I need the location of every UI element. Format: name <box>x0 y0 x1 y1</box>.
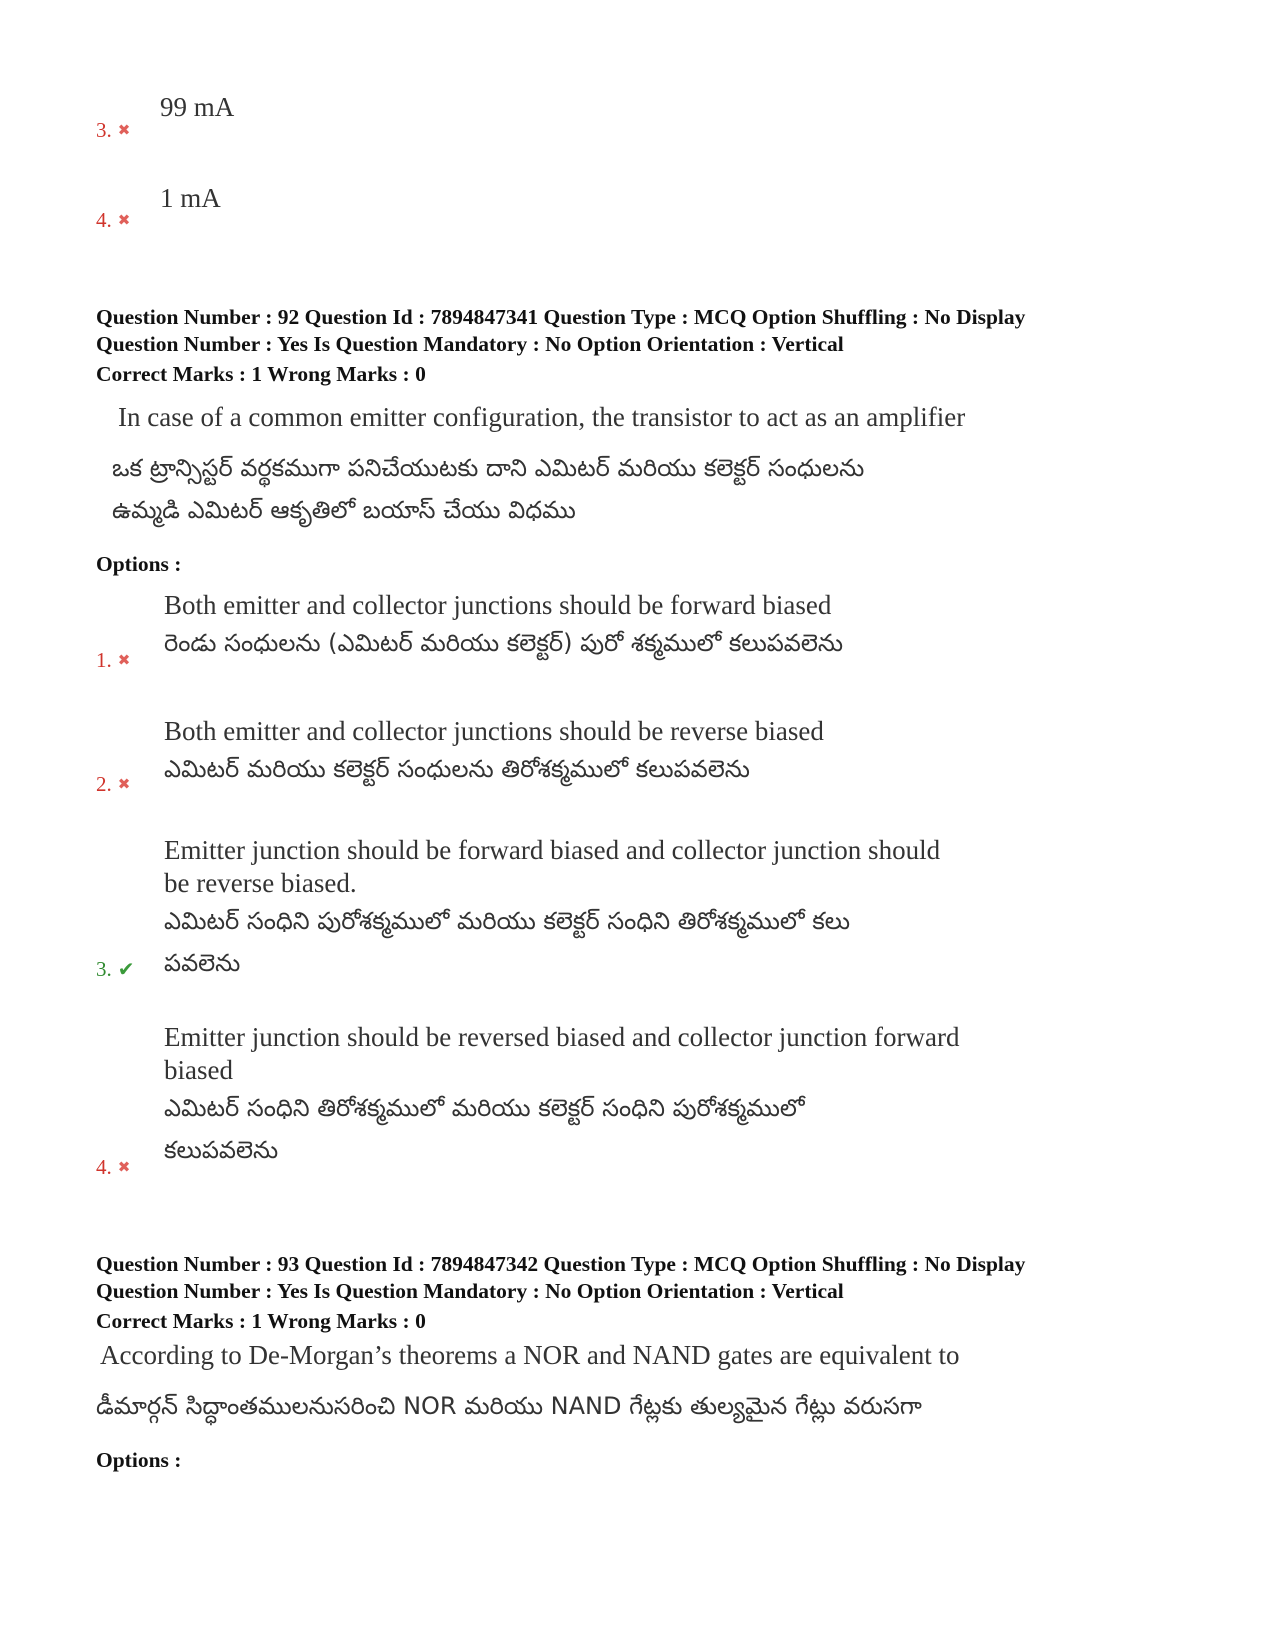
q93-meta-line2: Question Number : Yes Is Question Mandatory : No Option Orientation : Vertical <box>96 1279 844 1303</box>
q92-option-2-number <box>96 772 130 797</box>
q92-option-3-te-2: పవలెను <box>164 949 241 977</box>
wrong-mark-icon: ✖ <box>117 775 131 793</box>
q92-option-3-number <box>96 957 135 982</box>
prev-option-4-label: 4. <box>96 208 112 232</box>
q92-option-4-en-1: Emitter junction should be reversed biased and collector junction forward <box>164 1022 960 1052</box>
wrong-mark-icon: ✖ <box>117 211 131 229</box>
q92-option-1-en: Both emitter and collector junctions should be forward biased <box>164 590 832 620</box>
correct-check-icon: ✔ <box>117 957 135 981</box>
q92-option-3-label: 3. <box>96 957 112 981</box>
q92-option-3-content <box>164 834 940 984</box>
q93-question-text-te: డీమార్గన్ సిద్ధాంతములనుసరించి NOR మరియు NAND గేట్లకు తుల్యమైన గేట్లు వరుసగా <box>96 1392 922 1420</box>
q92-question-text-te-2: ఉమ్మడి ఎమిటర్ ఆకృతిలో బయాస్ చేయు విధము <box>112 496 576 524</box>
wrong-mark-icon: ✖ <box>117 651 131 669</box>
q92-option-1-te: రెండు సంధులను (ఎమిటర్ మరియు కలెక్టర్) పురో శక్మములో కలుపవలెను <box>164 629 844 657</box>
q92-option-4-number <box>96 1155 130 1180</box>
wrong-mark-icon: ✖ <box>117 121 131 139</box>
q92-option-2-en: Both emitter and collector junctions should be reverse biased <box>164 716 824 746</box>
q92-option-2-label: 2. <box>96 772 112 796</box>
q92-option-4-te-2: కలుపవలెను <box>164 1136 279 1164</box>
q92-options-label: Options : <box>96 552 182 576</box>
q92-option-1-label: 1. <box>96 648 112 672</box>
prev-option-3-label: 3. <box>96 118 112 142</box>
q92-option-3-en-1: Emitter junction should be forward biased and collector junction should <box>164 835 941 865</box>
q93-marks: Correct Marks : 1 Wrong Marks : 0 <box>96 1309 426 1333</box>
q92-meta <box>96 304 1025 358</box>
q92-meta-line2: Question Number : Yes Is Question Mandatory : No Option Orientation : Vertical <box>96 332 844 356</box>
prev-option-3-number <box>96 118 130 143</box>
prev-option-4-number <box>96 208 130 233</box>
q92-marks: Correct Marks : 1 Wrong Marks : 0 <box>96 362 426 386</box>
q92-option-4-content <box>164 1021 960 1171</box>
q92-option-4-label: 4. <box>96 1155 112 1179</box>
wrong-mark-icon: ✖ <box>117 1158 131 1176</box>
q92-option-2-te: ఎమిటర్ మరియు కలెక్టర్ సంధులను తిరోశక్మములో కలుపవలెను <box>164 755 750 783</box>
prev-option-3-text: 99 mA <box>160 92 235 122</box>
q92-option-3-en-2: be reverse biased. <box>164 868 357 898</box>
q92-question-text-te-1: ఒక ట్రాన్సిస్టర్ వర్థకముగా పనిచేయుటకు దాని ఎమిటర్ మరియు కలెక్టర్ సంధులను <box>112 454 865 482</box>
q92-option-2-content <box>164 715 824 790</box>
q92-option-1-content <box>164 589 843 664</box>
q92-option-3-te-1: ఎమిటర్ సంధిని పురోశక్మములో మరియు కలెక్టర్ సంధిని తిరోశక్మములో కలు <box>164 907 851 935</box>
q93-question-text-en: According to De-Morgan’s theorems a NOR and NAND gates are equivalent to <box>100 1340 960 1370</box>
q93-options-label: Options : <box>96 1448 182 1472</box>
q92-option-4-te-1: ఎమిటర్ సంధిని తిరోశక్మములో మరియు కలెక్టర్ సంధిని పురోశక్మములో <box>164 1094 805 1122</box>
q93-meta <box>96 1251 1025 1305</box>
q92-option-4-en-2: biased <box>164 1055 233 1085</box>
q93-meta-line1: Question Number : 93 Question Id : 7894847342 Question Type : MCQ Option Shuffling : No Display <box>96 1252 1026 1276</box>
prev-option-4-text: 1 mA <box>160 183 221 213</box>
q92-meta-line1: Question Number : 92 Question Id : 7894847341 Question Type : MCQ Option Shuffling : No Display <box>96 305 1026 329</box>
q92-question-text-en: In case of a common emitter configuration, the transistor to act as an amplifier <box>118 402 966 432</box>
q92-option-1-number <box>96 648 130 673</box>
